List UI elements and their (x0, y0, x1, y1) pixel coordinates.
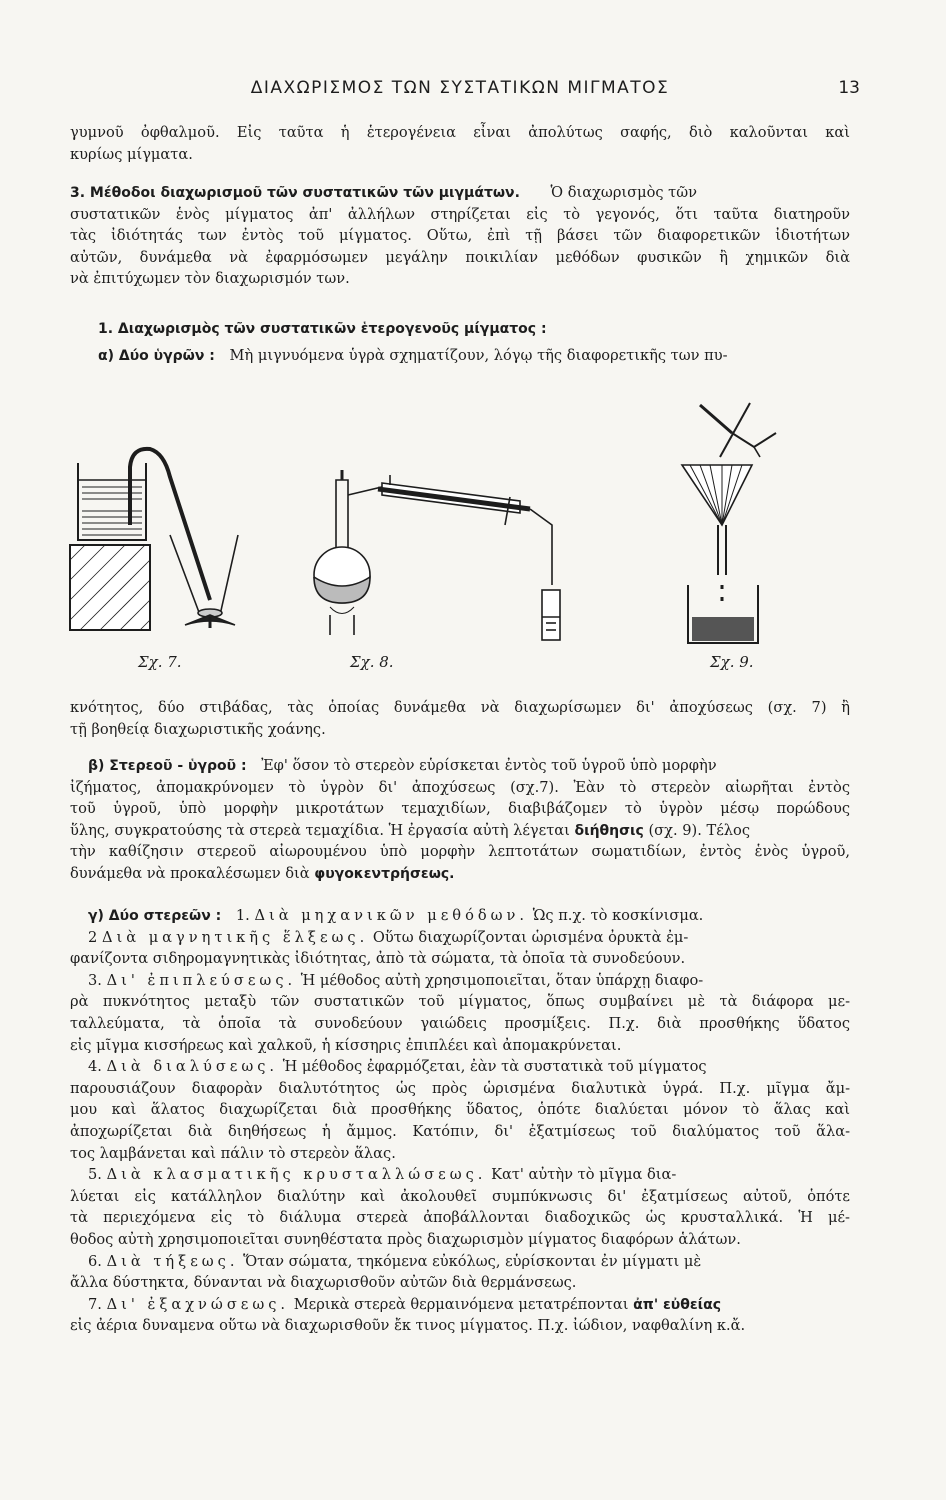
section-text: Ὁ διαχωρισμὸς τῶν (550, 184, 698, 201)
subsection-heading: 1. Διαχωρισμὸς τῶν συστατικῶν ἑτερογενοῦς μίγματος : (98, 321, 547, 337)
figure-7-decantation (70, 449, 238, 630)
text-line (70, 1251, 850, 1273)
figures-illustration (60, 385, 860, 695)
figure-9-filtration (682, 403, 776, 643)
text-line: ἰζήματος, ἀπομακρύνομεν τὸ ὑγρὸν δι' ἀποχύσεως (σχ.7). Ἐὰν τὸ στερεὸν αἰωρῆται ἐντὸς (70, 778, 850, 796)
text-line: εἰς μῖγμα κισσήρεως καὶ χαλκοῦ, ἡ κίσσηρις ἐπιπλέει καὶ ἀπομακρύνεται. (70, 1036, 622, 1054)
figure-7-caption: Σχ. 7. (138, 653, 182, 671)
text-line: ταλλεύματα, τὰ ὁποῖα τὰ συνοδεύουν γαιώδεις προσμίξεις. Π.χ. διὰ προσθήκης ὕδατος (70, 1014, 850, 1032)
method-text: Ἡ μέθοδος αὐτὴ χρησιμοποιεῖται, ὅταν ὑπάρχῃ διαφο- (300, 971, 704, 989)
method-name: Διὰ τήξεως. (106, 1252, 239, 1270)
text-line: νὰ ἐπιτύχωμεν τὸν διαχωρισμόν των. (70, 270, 350, 288)
method-number: 4. (88, 1058, 102, 1076)
text-line (70, 970, 850, 992)
text-line: παρουσιάζουν διαφορὰν διαλυτότητος ὡς πρὸς ὡρισμένα διαλυτικὰ ὑγρά. Π.χ. μῖγμα ἄμ- (70, 1079, 850, 1097)
method-name: Δι' ἐξαχνώσεως. (106, 1295, 290, 1313)
text-line (70, 927, 850, 949)
text-line: θοδος αὐτὴ χρησιμοποιεῖται συνηθέστατα πρὸς διαχωρισμὸν μίγματος διαφόρων ἁλάτων. (70, 1230, 741, 1248)
method-name: Διὰ μαγνητικῆς ἕλξεως. (101, 928, 369, 946)
text-line: ἀποχωρίζεται διὰ διηθήσεως ἡ ἄμμος. Κατόπιν, δι' ἐξατμίσεως τοῦ διαλύματος τοῦ ἅλα- (70, 1122, 850, 1140)
text-line: τὴν καθίζησιν στερεοῦ αἰωρουμένου ὑπὸ μορφὴν λεπτοτάτων σωματιδίων, ἐντὸς ἑνὸς ὑγροῦ, (70, 843, 850, 861)
subsection-1 (98, 318, 850, 366)
method-name: Διὰ κλασματικῆς κρυσταλλώσεως. (106, 1166, 487, 1184)
gamma-label: γ) Δύο στερεῶν : (88, 908, 222, 924)
gamma-paragraph (70, 905, 850, 1337)
method-name: Διὰ μηχανικῶν μεθόδων. (254, 907, 529, 924)
method-text: Ὡς π.χ. τὸ κοσκίνισμα. (532, 907, 704, 924)
figure-8-distillation (314, 470, 560, 640)
text-line (70, 1164, 850, 1186)
term-centrifugation: φυγοκεντρήσεως. (314, 865, 455, 882)
section-3 (70, 182, 850, 290)
text-line: γυμνοῦ ὀφθαλμοῦ. Εἰς ταῦτα ἡ ἑτερογένεια εἶναι ἀπολύτως σαφής, διὸ καλοῦνται καὶ (70, 124, 850, 141)
beta-paragraph (70, 755, 850, 885)
method-text: Ὅταν σώματα, τηκόμενα εὐκόλως, εὑρίσκονται ἐν μίγματι μὲ (243, 1252, 702, 1270)
method-text: Μερικὰ στερεὰ θερμαινόμενα μετατρέπονται (293, 1295, 629, 1313)
text-line: κνότητος, δύο στιβάδας, τὰς ὁποίας δυνάμεθα νὰ διαχωρίσωμεν δι' ἀποχύσεως (σχ. 7) ἢ (70, 699, 850, 716)
beta-label: β) Στερεοῦ - ὑγροῦ : (88, 758, 247, 774)
running-header (60, 78, 860, 106)
text-line (70, 1056, 850, 1078)
text-line: τοῦ ὑγροῦ, ὑπὸ μορφὴν μικροτάτων τεμαχιδίων, διαβιβάζομεν τὸ ὑγρὸν μέσῳ πορώδους (70, 800, 850, 818)
text-line (98, 318, 850, 340)
text-line: φανίζοντα σιδηρομαγνητικὰς ἰδιότητας, ἀπὸ τὰ σώματα, τὰ ὁποῖα τὰ συνοδεύουν. (70, 950, 686, 968)
text-line: τὰ περιεχόμενα εἰς τὸ διάλυμα στερεὰ ἀποβάλλονται διαδοχικῶς ὡς κρυσταλλικά. Ἡ μέ- (70, 1209, 850, 1227)
header-title: ΔΙΑΧΩΡΙΣΜΟΣ ΤΩΝ ΣΥΣΤΑΤΙΚΩΝ ΜΙΓΜΑΤΟΣ (250, 78, 670, 98)
method-text: Ἡ μέθοδος ἐφαρμόζεται, ἐὰν τὰ συστατικὰ τοῦ μίγματος (282, 1058, 707, 1076)
text-span: ὕλης, συγκρατούσης τὰ στερεὰ τεμαχίδια. Ἡ ἐργασία αὐτὴ λέγεται (70, 821, 570, 839)
method-text: Οὕτω διαχωρίζονται ὡρισμένα ὀρυκτὰ ἐμ- (372, 928, 689, 946)
section-heading: 3. Μέθοδοι διαχωρισμοῦ τῶν συστατικῶν τῶν μιγμάτων. (70, 185, 520, 201)
text-span: (σχ. 9). Τέλος (648, 821, 750, 839)
alpha-label: α) Δύο ὑγρῶν : (98, 347, 215, 364)
text-line: αὐτῶν, δυνάμεθα νὰ ἐφαρμόσωμεν μεγάλην ποικιλίαν μεθόδων φυσικῶν ἢ χημικῶν διὰ (70, 248, 850, 266)
text-line: κυρίως μίγματα. (70, 145, 193, 163)
text-line: ἄλλα δύστηκτα, δύνανται νὰ διαχωρισθοῦν αὐτῶν διὰ θερμάνσεως. (70, 1274, 577, 1292)
alpha-text: Μὴ μιγνυόμενα ὑγρὰ σχηματίζουν, λόγῳ τῆς διαφορετικῆς των πυ- (229, 346, 728, 364)
term-direct: ἀπ' εὐθείας (633, 1296, 722, 1313)
text-line (70, 863, 850, 885)
text-line: συστατικῶν ἑνὸς μίγματος ἀπ' ἀλλήλων στηρίζεται εἰς τὸ γεγονός, ὅτι ταῦτα διατηροῦν (70, 205, 850, 223)
text-line (70, 755, 850, 777)
text-line (70, 820, 850, 842)
figure-8-caption: Σχ. 8. (350, 653, 394, 671)
text-line (70, 1294, 850, 1316)
text-line: τῇ βοηθείᾳ διαχωριστικῆς χοάνης. (70, 720, 326, 738)
method-number: 1. (235, 907, 250, 924)
text-line: τος λαμβάνεται καὶ πάλιν τὸ στερεὸν ἅλας. (70, 1144, 396, 1162)
page-number: 13 (838, 78, 860, 98)
method-number: 3. (88, 971, 102, 989)
text-line: ρὰ πυκνότητος μεταξὺ τῶν συστατικῶν τοῦ μίγματος, ὅπως συμβαίνει μὲ τὰ διάφορα με- (70, 993, 850, 1011)
text-line: μου καὶ ἅλατος διαχωρίζεται διὰ προσθήκης ὕδατος, ὁπότε διαλύεται μόνον τὸ ἅλας καὶ (70, 1101, 850, 1119)
method-number: 6. (88, 1252, 102, 1270)
method-name: Διὰ διαλύσεως. (106, 1058, 279, 1076)
method-number: 2 (88, 928, 98, 946)
text-line: τὰς ἰδιότητάς των ἐντὸς τοῦ μίγματος. Οὕτω, ἐπὶ τῇ βάσει τῶν διαφορετικῶν ἰδιοτήτων (70, 227, 850, 245)
text-line (98, 345, 850, 367)
text-line: λύεται εἰς κατάλληλον διαλύτην καὶ ἀκολουθεῖ συμπύκνωσις δι' ἐξατμίσεως αὐτοῦ, ὁπότε (70, 1187, 850, 1205)
text-span: δυνάμεθα νὰ προκαλέσωμεν διὰ (70, 864, 310, 882)
method-number: 7. (88, 1295, 102, 1313)
after-figure-paragraph (70, 697, 850, 740)
text-line (70, 182, 850, 204)
method-number: 5. (88, 1166, 102, 1184)
text-line: εἰς ἀέρια δυναμενα οὕτω νὰ διαχωρισθοῦν ἔκ τινος μίγματος. Π.χ. ἰώδιον, ναφθαλίνη κ.ἄ. (70, 1317, 746, 1335)
method-name: Δι' ἐπιπλεύσεως. (106, 971, 297, 989)
figure-9-caption: Σχ. 9. (710, 653, 754, 671)
term-filtration: διήθησις (574, 822, 644, 839)
text-line (70, 905, 850, 927)
method-text: Κατ' αὐτὴν τὸ μῖγμα δια- (491, 1166, 677, 1184)
intro-paragraph (70, 122, 850, 165)
beta-text: Ἐφ' ὅσον τὸ στερεὸν εὑρίσκεται ἐντὸς τοῦ ὑγροῦ ὑπὸ μορφὴν (261, 757, 717, 774)
